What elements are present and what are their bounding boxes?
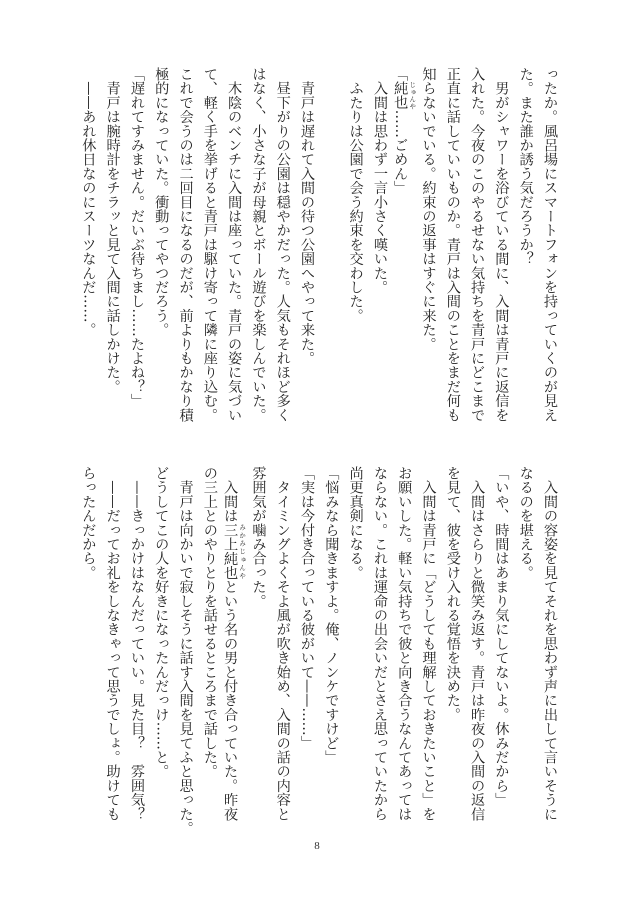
ruby-base: 純也 (392, 81, 409, 110)
upper-text-block (76, 67, 562, 423)
upper-column-5: 正直に話していいものか。青戸は入間のことをまだ何も (444, 67, 461, 422)
upper-column-11: 青戸は遅れて入間の待つ公園へやって来た。 (299, 67, 316, 366)
ruby-line-before: 入間は (222, 466, 239, 523)
lower-column-16: 青戸は向かいで寂しそうに話す入間を見てふと思った。 (177, 466, 194, 836)
furigana-mikami-junya (222, 522, 247, 580)
ruby-base: 三上純也 (222, 522, 239, 580)
lower-column-10: 「悩みなら聞きますよ。俺、ノンケですけど」 (323, 466, 340, 765)
lower-column-15: の三上とのやりとりを話せるところまで話した。 (201, 466, 218, 779)
lower-column-8: ならない。これは運命の出会いだとさえ思っていたから (371, 466, 388, 821)
lower-column-4: 入間はさらりと微笑み返す。青戸は昨夜の入間の返信 (469, 466, 486, 821)
upper-column-16: これで会うのは二回目になるのだが、前よりもかなり積 (177, 67, 194, 422)
lower-column-17: どうしてこの人を好きになったんだっけ……と。 (153, 466, 170, 779)
ruby-line-before: 「 (392, 67, 409, 82)
ruby-reading: みかみじゅんや (238, 522, 247, 580)
upper-column-2: た。また誰か誘う気だろうか？ (517, 67, 534, 266)
lower-column-20: らったんだから。 (80, 466, 97, 580)
lower-column-9: 尚更真剣になる。 (347, 466, 364, 580)
lower-column-12: タイミングよくそよ風が吹き始め、入間の話の内容と (274, 466, 291, 821)
upper-column-12: 昼下がりの公園は穏やかだった。人気もそれほど多く (274, 67, 291, 422)
upper-column-8: 入間は思わず一言小さく嘆いた。 (371, 67, 388, 295)
upper-column-6: 知らないでいる。約束の返事はすぐに来た。 (420, 67, 437, 351)
upper-column-13: はなく、小さな子が母親とボール遊びを楽しんでいた。 (250, 67, 267, 422)
upper-column-15: て、軽く手を挙げると青戸は駆け寄って隣に座り込む。 (201, 67, 218, 422)
lower-column-6: 入間は青戸に「どうしても理解しておきたいこと」を (420, 466, 437, 821)
lower-column-11: 「実は今付き合っている彼がいて——……」 (299, 466, 316, 750)
lower-column-3: 「いや、時間はあまり気にしてないよ。休みだから」 (493, 466, 510, 807)
lower-column-14 (222, 466, 246, 822)
lower-column-19: ——だってお礼をしなきゃって思うでしょ。助けても (104, 466, 121, 821)
upper-column-4: 入れた。今夜のこのやるせない気持ちを青戸にどこまで (469, 67, 486, 422)
upper-column-7 (392, 67, 416, 423)
upper-column-19: 青戸は腕時計をチラッと見て入間に話しかけた。 (104, 67, 121, 394)
upper-column-18: 「遅れてすみません。だいぶ待ちまし……たよね？」 (128, 67, 145, 408)
lower-column-18: ——きっかけはなんだっていい。見た目？ 雰囲気？ (128, 466, 145, 821)
upper-column-3: 男がシャワーを浴びている間に、入間は青戸に返信を (493, 67, 510, 422)
upper-column-17: 極的になっていた。衝動ってやつだろう。 (153, 67, 170, 337)
upper-column-20: ——あれ休日なのにスーツなんだ……。 (80, 67, 97, 337)
lower-column-13: 雰囲気が噛み合った。 (250, 466, 267, 608)
ruby-line-after: という名の男と付き合っていた。昨夜 (222, 579, 239, 822)
furigana-junya (392, 81, 417, 110)
upper-column-9: ふたりは公園で会う約束を交わした。 (347, 67, 364, 323)
page-number: 8 (314, 840, 320, 852)
ruby-reading: じゅんや (408, 81, 417, 110)
lower-column-1: 入間の容姿を見てそれを思わず声に出して言いそうに (542, 466, 558, 821)
lower-column-2: なるのを堪える。 (517, 466, 534, 580)
ruby-line-after: ……ごめん」 (392, 109, 409, 195)
lower-column-5: を見て、彼を受け入れる覚悟を決めた。 (444, 466, 461, 722)
upper-column-1: ったか。風呂場にスマートフォンを持っていくのが見え (542, 67, 558, 422)
lower-text-block (76, 466, 562, 836)
lower-column-7: お願いした。軽い気持ちで彼と向き合うなんてあっては (396, 466, 413, 821)
upper-column-14: 木陰のベンチに入間は座っていた。青戸の姿に気づい (226, 67, 243, 422)
scene-break (319, 67, 343, 423)
